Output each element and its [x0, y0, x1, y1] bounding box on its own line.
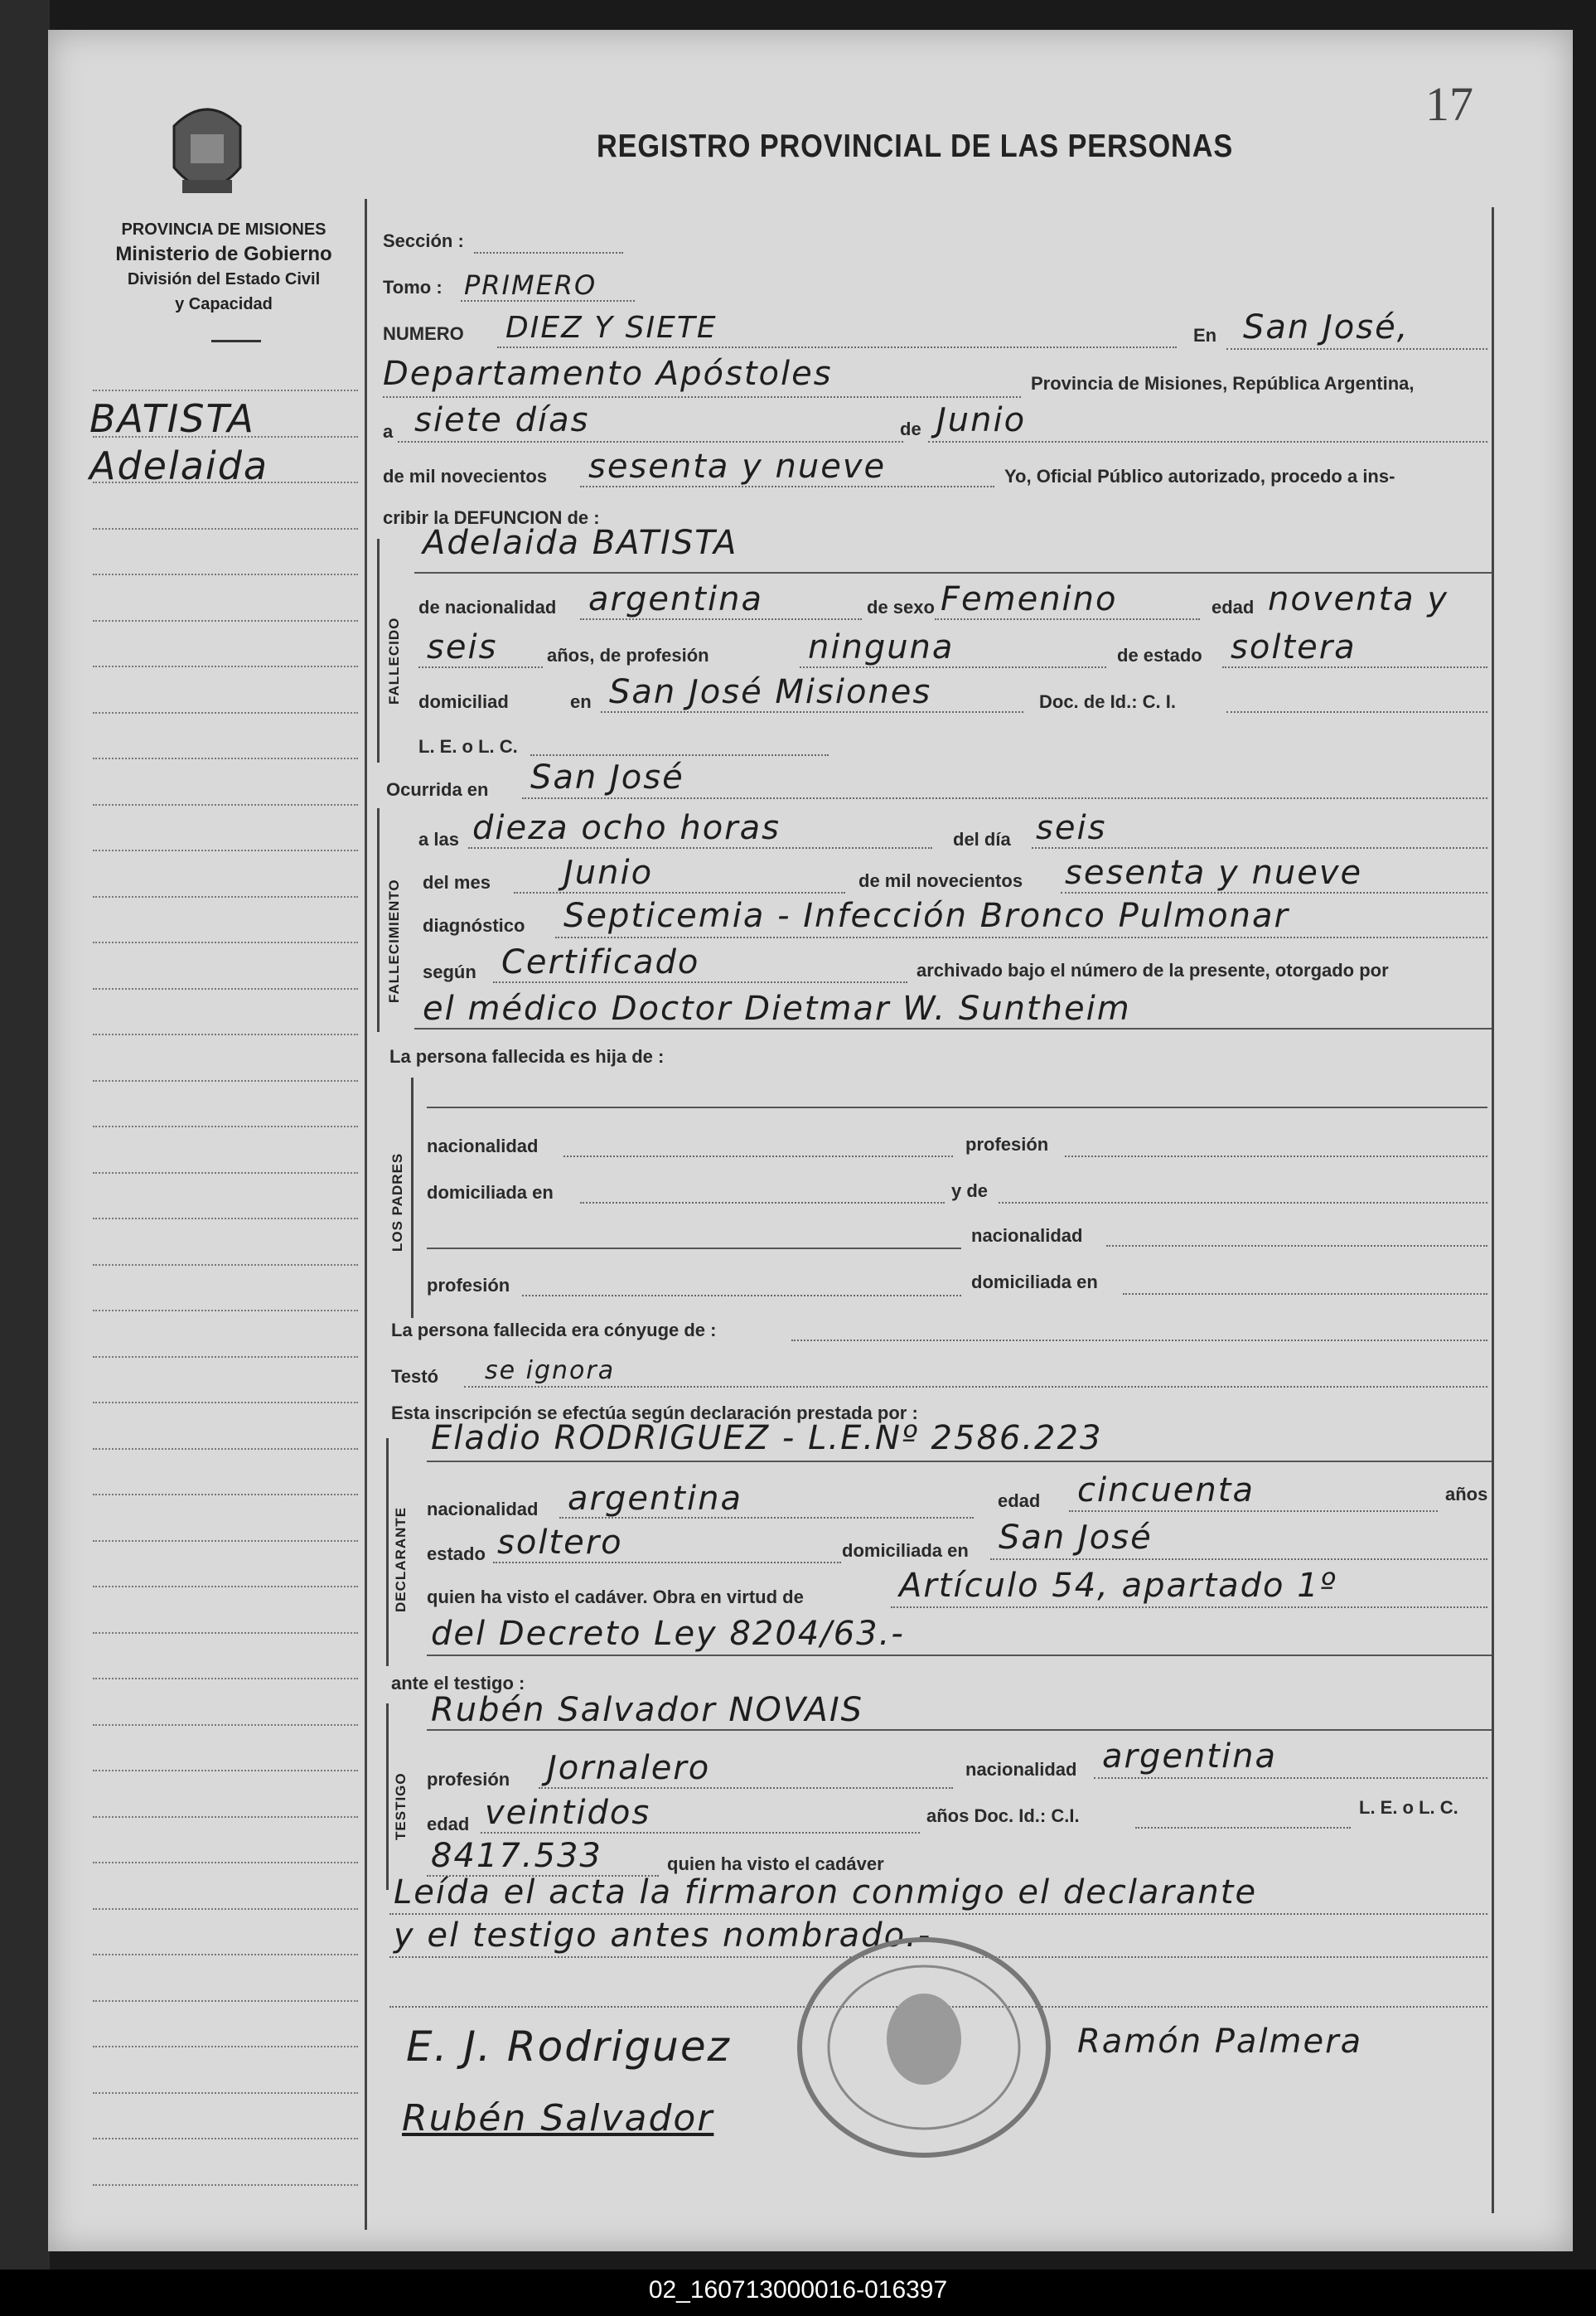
value-anio: sesenta y nueve — [588, 448, 887, 486]
margin-ruling-line — [93, 1080, 358, 1082]
value-decl-domicilio: San José — [999, 1519, 1153, 1557]
ministry-name: Ministerio de Gobierno — [115, 243, 332, 265]
value-profesion: ninguna — [808, 628, 955, 666]
margin-ruling-line — [93, 666, 358, 667]
margin-given-name: Adelaida — [89, 443, 269, 488]
label-test-anios-doc: años Doc. Id.: C.I. — [926, 1805, 1080, 1826]
field-le-lc — [530, 754, 829, 756]
label-test-profesion: profesión — [427, 1769, 510, 1790]
value-obra-virtud-b: del Decreto Ley 8204/63.- — [431, 1615, 905, 1653]
signature-declarante: E. J. Rodriguez — [406, 2023, 731, 2071]
field-padre-nacionalidad — [563, 1156, 953, 1157]
margin-ruling-line — [93, 2000, 358, 2002]
label-numero: NUMERO — [383, 323, 464, 344]
field-dias — [398, 441, 903, 443]
margin-ruling-line — [93, 1310, 358, 1311]
field-mes — [928, 441, 1487, 443]
label-padre-profesion: profesión — [965, 1134, 1049, 1155]
field-padre-profesion — [1065, 1156, 1487, 1157]
issuing-authority — [83, 217, 365, 317]
margin-ruling-line — [93, 1908, 358, 1910]
value-mes-fallec: Junio — [563, 854, 654, 892]
margin-ruling-line — [93, 758, 358, 759]
line-obra-virtud — [427, 1655, 1492, 1656]
label-conyuge: La persona fallecida era cónyuge de : — [391, 1320, 717, 1340]
value-ocurrida: San José — [530, 758, 684, 797]
label-yo-oficial: Yo, Oficial Público autorizado, procedo a ins- — [1004, 466, 1395, 487]
value-medico: el médico Doctor Dietmar W. Suntheim — [423, 990, 1131, 1028]
margin-ruling-line — [93, 850, 358, 851]
value-decl-edad: cincuenta — [1077, 1471, 1255, 1509]
field-anio-fallec — [1061, 892, 1487, 894]
label-quien-visto: quien ha visto el cadáver. Obra en virtud de — [427, 1587, 804, 1607]
margin-ruling-line — [93, 574, 358, 575]
margin-ruling-line — [93, 942, 358, 943]
label-segun: según — [423, 962, 476, 982]
label-de-mil-fallec: de mil novecientos — [858, 870, 1023, 891]
label-del-dia: del día — [953, 829, 1011, 850]
label-decl-estado: estado — [427, 1543, 486, 1564]
label-provincia: Provincia de Misiones, República Argentina, — [1031, 373, 1415, 394]
field-madre-profesion — [522, 1295, 961, 1296]
label-sexo: de sexo — [867, 597, 935, 618]
field-numero — [497, 346, 1177, 348]
value-sexo: Femenino — [941, 580, 1118, 618]
field-decl-nacionalidad — [559, 1517, 974, 1519]
label-inscribir: cribir la DEFUNCION de : — [383, 507, 600, 528]
label-decl-nacionalidad: nacionalidad — [427, 1499, 539, 1519]
label-edad: edad — [1212, 597, 1255, 618]
label-domiciliad: domiciliad — [418, 691, 509, 712]
margin-ruling-line — [93, 1264, 358, 1266]
label-anios-profesion: años, de profesión — [547, 645, 709, 666]
value-mes: Junio — [936, 401, 1027, 439]
margin-ruling-line — [93, 1034, 358, 1035]
value-nacionalidad: argentina — [588, 580, 763, 618]
margin-ruling-line — [93, 1448, 358, 1450]
margin-ruling-line — [93, 1954, 358, 1955]
value-obra-virtud-a: Artículo 54, apartado 1º — [899, 1567, 1337, 1605]
label-y-de: y de — [951, 1180, 989, 1201]
margin-ruling-line — [93, 2092, 358, 2094]
provincial-crest-icon — [166, 101, 249, 207]
field-horas — [468, 847, 932, 849]
label-padre-nacionalidad: nacionalidad — [427, 1136, 539, 1156]
margin-ruling-line — [93, 1632, 358, 1634]
label-padre-domiciliada: domiciliada en — [427, 1182, 554, 1203]
line-testigo — [427, 1729, 1492, 1731]
margin-surname: BATISTA — [89, 396, 255, 441]
margin-ruling-line — [93, 1402, 358, 1403]
field-anio — [580, 486, 994, 487]
value-testo: se ignora — [485, 1356, 616, 1385]
field-obra-virtud-a — [891, 1606, 1487, 1608]
margin-ruling-line — [93, 1770, 358, 1771]
label-en: En — [1193, 325, 1217, 346]
division-name: División del Estado Civil — [127, 270, 321, 288]
field-test-nacionalidad — [1094, 1777, 1487, 1779]
margin-ruling-line — [93, 712, 358, 714]
label-seccion: Sección : — [383, 230, 464, 251]
margin-ruling-line — [93, 804, 358, 806]
label-decl-domiciliada: domiciliada en — [842, 1540, 969, 1561]
label-decl-edad: edad — [998, 1490, 1041, 1511]
value-decl-estado: soltero — [497, 1524, 623, 1562]
margin-ruling-line — [93, 620, 358, 622]
official-stamp-icon — [791, 1931, 1057, 2163]
margin-ruling-line — [93, 1540, 358, 1542]
value-edad-b: seis — [427, 628, 498, 666]
margin-ruling-line — [93, 2046, 358, 2047]
field-domicilio — [601, 711, 1023, 713]
label-estado: de estado — [1117, 645, 1202, 666]
field-profesion — [800, 666, 1106, 668]
label-hija-de: La persona fallecida es hija de : — [389, 1046, 665, 1067]
value-edad-a: noventa y — [1268, 580, 1449, 618]
label-ocurrida: Ocurrida en — [386, 779, 489, 800]
side-label-testigo: TESTIGO — [393, 1772, 409, 1840]
margin-ruling-line — [93, 1586, 358, 1587]
value-numero: DIEZ Y SIETE — [505, 311, 718, 345]
line-padre-nombre — [427, 1107, 1487, 1108]
margin-ruling-line — [93, 1172, 358, 1174]
side-label-padres: LOS PADRES — [389, 1152, 405, 1252]
label-tomo: Tomo : — [383, 277, 443, 298]
field-doc-id — [1226, 711, 1487, 713]
right-rule — [1492, 207, 1494, 2213]
value-test-ci: 8417.533 — [431, 1837, 602, 1875]
label-test-edad: edad — [427, 1814, 470, 1834]
value-declarante: Eladio RODRIGUEZ - L.E.Nº 2586.223 — [431, 1419, 1103, 1457]
margin-ruling-line — [93, 1494, 358, 1495]
label-madre-nacionalidad: nacionalidad — [971, 1225, 1083, 1246]
field-lugar — [1226, 348, 1487, 350]
label-testo: Testó — [391, 1366, 439, 1387]
value-test-profesion: Jornalero — [547, 1749, 711, 1787]
line-declarante — [427, 1461, 1492, 1462]
label-doc-id: Doc. de Id.: C. I. — [1039, 691, 1177, 712]
field-testo — [464, 1386, 1487, 1388]
label-test-le-lc: L. E. o L. C. — [1359, 1797, 1458, 1818]
value-dias: siete días — [414, 401, 590, 439]
label-de-mil: de mil novecientos — [383, 466, 548, 487]
value-anio-fallec: sesenta y nueve — [1065, 854, 1363, 892]
field-estado — [1222, 666, 1487, 668]
margin-ruling-line — [93, 1862, 358, 1863]
value-testigo: Rubén Salvador NOVAIS — [431, 1691, 864, 1729]
section-bracket-declarante — [386, 1438, 389, 1666]
label-nacionalidad: de nacionalidad — [418, 597, 557, 618]
line-cierre-a — [389, 1913, 1487, 1915]
margin-ruling-line — [93, 390, 358, 391]
margin-ruling-line — [93, 528, 358, 530]
label-quien-visto-testigo: quien ha visto el cadáver — [667, 1853, 884, 1874]
field-decl-edad — [1069, 1510, 1438, 1512]
book-binding — [0, 0, 50, 2316]
side-label-fallecido: FALLECIDO — [386, 617, 402, 705]
margin-ruling-line — [93, 1678, 358, 1679]
value-departamento: Departamento Apóstoles — [383, 355, 833, 393]
value-horas: dieza ocho horas — [472, 809, 781, 847]
label-madre-domiciliada: domiciliada en — [971, 1272, 1098, 1292]
margin-ruling-line — [93, 1218, 358, 1219]
label-test-nacionalidad: nacionalidad — [965, 1759, 1077, 1780]
value-diagnostico: Septicemia - Infección Bronco Pulmonar — [563, 897, 1289, 935]
line-nombre — [414, 572, 1492, 574]
margin-ruling-line — [93, 2184, 358, 2186]
field-conyuge — [791, 1340, 1487, 1341]
value-test-edad: veintidos — [485, 1794, 651, 1832]
field-seccion — [474, 252, 623, 254]
field-madre-nombre — [999, 1202, 1487, 1204]
section-bracket-padres — [411, 1078, 414, 1318]
label-en-domicilio: en — [570, 691, 592, 712]
label-madre-profesion: profesión — [427, 1275, 510, 1296]
value-tomo: PRIMERO — [464, 269, 597, 301]
label-archivado: archivado bajo el número de la presente, otorgado por — [916, 960, 1389, 981]
label-ante-testigo: ante el testigo : — [391, 1673, 525, 1693]
field-test-edad — [481, 1832, 920, 1834]
field-madre-domicilio — [1123, 1293, 1487, 1295]
page-number: 17 — [1425, 77, 1473, 131]
field-edad-b — [418, 666, 543, 668]
division-name-cont: y Capacidad — [175, 295, 273, 313]
field-departamento — [383, 396, 1021, 398]
margin-ruling-line — [93, 1724, 358, 1726]
field-madre-nacionalidad — [1106, 1245, 1487, 1247]
province-name: PROVINCIA DE MISIONES — [121, 220, 326, 239]
section-bracket-fallecido — [377, 539, 380, 763]
field-ocurrida — [522, 797, 1487, 799]
label-a-las: a las — [418, 829, 459, 850]
value-segun: Certificado — [501, 943, 700, 981]
label-a: a — [383, 421, 394, 442]
field-decl-estado — [493, 1562, 841, 1563]
margin-ruling-line — [93, 1126, 358, 1127]
field-decl-domicilio — [990, 1558, 1487, 1560]
field-mes-fallec — [514, 892, 845, 894]
value-nombre-fallecido: Adelaida BATISTA — [423, 524, 738, 562]
field-sexo — [935, 618, 1200, 620]
field-test-doc — [1135, 1827, 1351, 1829]
side-label-fallecimiento: FALLECIMIENTO — [386, 879, 402, 1003]
section-bracket-testigo — [386, 1703, 389, 1890]
line-madre — [427, 1248, 961, 1249]
field-tomo — [461, 300, 635, 302]
section-bracket-fallecimiento — [377, 808, 380, 1032]
signature-testigo: Rubén Salvador — [402, 2097, 714, 2139]
value-lugar: San José, — [1243, 308, 1410, 346]
field-padre-domicilio — [580, 1202, 945, 1204]
label-de: de — [900, 419, 921, 439]
margin-ruling-line — [93, 988, 358, 990]
header-divider — [211, 340, 261, 342]
margin-ruling-line — [93, 1816, 358, 1818]
label-decl-anios: años — [1445, 1484, 1488, 1504]
image-caption: 02_160713000016-016397 — [648, 2276, 948, 2304]
label-inscripcion: Esta inscripción se efectúa según declaración prestada por : — [391, 1403, 918, 1423]
value-cierre-a: Leída el acta la firmaron conmigo el declarante — [394, 1873, 1258, 1911]
field-segun — [493, 981, 907, 983]
value-decl-nacionalidad: argentina — [568, 1480, 742, 1518]
field-test-profesion — [539, 1787, 953, 1789]
document-title: REGISTRO PROVINCIAL DE LAS PERSONAS — [597, 128, 1234, 164]
label-del-mes: del mes — [423, 872, 491, 893]
field-diagnostico — [555, 937, 1487, 938]
margin-ruling-line — [93, 896, 358, 898]
value-cierre-b: y el testigo antes nombrado.- — [394, 1916, 932, 1955]
value-domicilio: San José Misiones — [609, 673, 932, 711]
value-estado: soltera — [1231, 628, 1357, 666]
side-label-declarante: DECLARANTE — [393, 1506, 409, 1612]
value-test-nacionalidad: argentina — [1102, 1737, 1277, 1776]
label-le-lc: L. E. o L. C. — [418, 736, 518, 757]
line-medico — [414, 1028, 1492, 1030]
value-dia: seis — [1036, 809, 1107, 847]
label-diagnostico: diagnóstico — [423, 915, 525, 936]
margin-ruling-line — [93, 1356, 358, 1358]
field-nacionalidad — [580, 618, 862, 620]
margin-rule — [365, 199, 367, 2230]
field-dia — [1032, 847, 1487, 849]
signature-oficial: Ramón Palmera — [1077, 2023, 1363, 2061]
margin-ruling-line — [93, 2138, 358, 2139]
